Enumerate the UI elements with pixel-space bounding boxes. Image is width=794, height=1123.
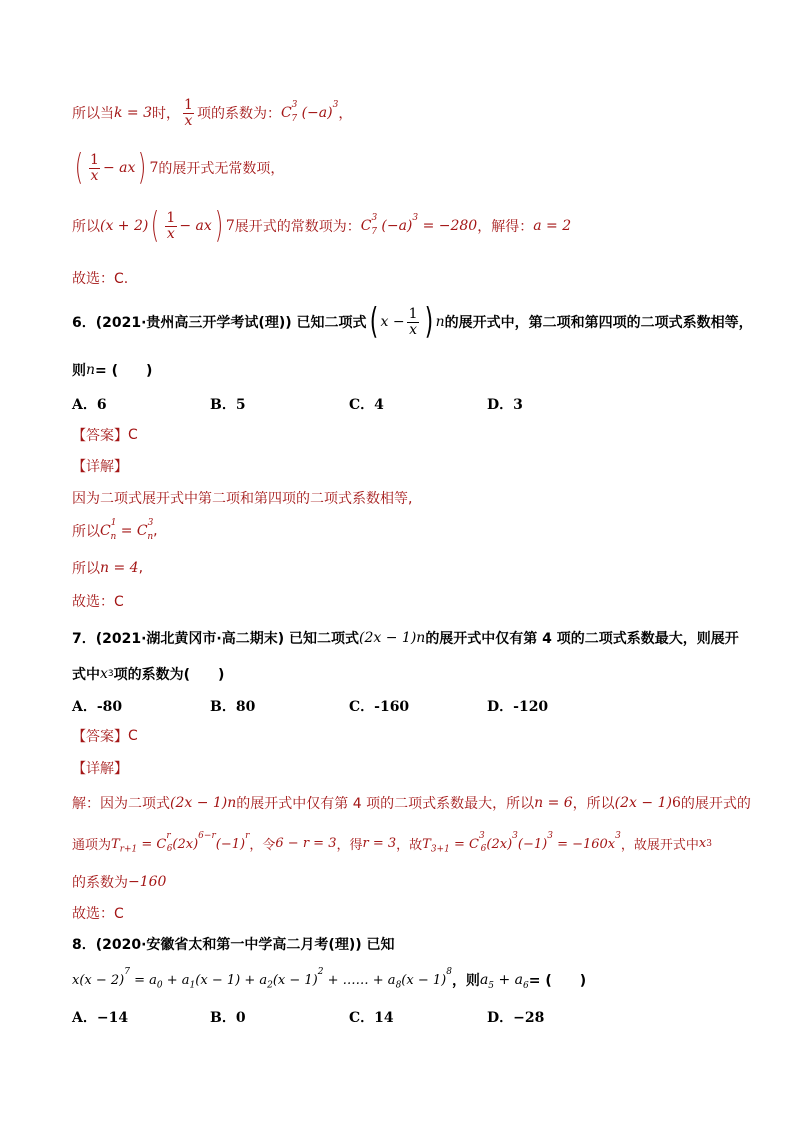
q7-answer (72, 726, 138, 746)
text: 故选：C (72, 594, 124, 610)
text: , (138, 560, 144, 576)
e: + a (162, 973, 190, 988)
text: 的展开式中仅有第 4 项的二项式系数最大，则展开 (425, 631, 739, 647)
sup: 1 (110, 518, 117, 528)
sup: r (245, 830, 250, 841)
text: 的展开式无常数项， (158, 161, 285, 177)
text: ，则 (451, 973, 480, 989)
text: 故选：C. (72, 271, 129, 287)
fraction (164, 211, 177, 241)
sub: 6 (166, 844, 173, 855)
q7-solution-3 (72, 872, 166, 892)
q6-option-d: D．3 (487, 397, 523, 413)
sup: 2 (317, 967, 324, 977)
sup: 6−r (198, 830, 216, 841)
right-paren: ) (424, 301, 433, 342)
question-7-line-1: 7．(2021·湖北黄冈市·高二期末) 已知二项式 (2x − 1) n 的展开式中仅有第 4 项的二项式系数最大，则展开 (72, 630, 739, 647)
text: 展开式的常数项为： (234, 219, 361, 235)
math: −160 (128, 874, 167, 890)
math-combination (280, 100, 339, 124)
text: 的展开式的 (680, 796, 751, 812)
q8-option-a: A．−14 (72, 1010, 129, 1026)
e: a (479, 972, 489, 988)
eq: = (116, 523, 137, 539)
eq: = C (137, 836, 167, 852)
text: 项的系数为： (196, 106, 281, 123)
sup: 3 (512, 830, 518, 841)
answer-tag: 【答案】 (72, 428, 128, 444)
l: = −160x (552, 836, 616, 852)
math: (2x − 1) (359, 630, 417, 646)
c: C (280, 105, 292, 122)
c: C (136, 523, 148, 539)
fraction-1-over-x (182, 98, 195, 128)
text: 的系数为 (72, 875, 128, 891)
sup: 7 (124, 967, 130, 977)
sup: 3 (147, 518, 154, 528)
numerator: 1 (408, 305, 418, 322)
solution-line-1 (72, 98, 352, 128)
text: 所以 (72, 219, 100, 235)
numerator: 1 (90, 151, 99, 168)
math: n = 6 (534, 795, 573, 811)
right-paren: ) (214, 205, 224, 246)
math-k: k = 3 (114, 105, 153, 122)
solution-line-3: 所以 (x + 2) ( $\frac{1}{x}$ − ax ) 7 展开式的常数项为： $C^3_7$ $(-a)^3 = -280$ ，解得： a = 2 (72, 205, 572, 246)
text: 7．(2021·湖北黄冈市·高二期末) 已知二项式 (72, 631, 360, 647)
e: = a (129, 973, 157, 988)
fraction (407, 307, 420, 337)
numerator: 1 (184, 97, 193, 113)
math: (x + 2) (100, 218, 149, 234)
sup: 3 (332, 100, 339, 111)
sup: r (166, 830, 171, 841)
q7-solution-4 (72, 903, 124, 923)
sup: 3 (371, 213, 378, 223)
left-paren: ( (369, 301, 378, 342)
t: T (422, 836, 431, 852)
j: (2x) (486, 836, 513, 852)
math: a = 2 (533, 218, 572, 234)
question-6-line-2 (72, 360, 152, 380)
denominator: x (184, 112, 193, 129)
sub: 7 (291, 113, 298, 124)
eq: (−a) (381, 218, 413, 234)
eq-rest: = −280 (418, 218, 478, 234)
text: 所以当 (72, 106, 114, 123)
sup: 3 (615, 830, 621, 841)
sub: n (110, 531, 117, 542)
math: n = 4 (100, 560, 139, 576)
text: 6．(2021·贵州高三开学考试(理)) 已知二项式 (72, 315, 367, 331)
q8-option-b: B．0 (210, 1010, 246, 1026)
math: n (86, 362, 96, 378)
answer-value: C (128, 427, 138, 443)
sub: n (147, 531, 154, 542)
text: 解：因为二项式 (72, 796, 170, 812)
text: 故选：C (72, 906, 124, 922)
text: 所以 (72, 524, 100, 540)
text: ，所以 (572, 796, 615, 812)
denominator: x (409, 321, 418, 338)
math: x (100, 666, 108, 682)
sub: 5 (488, 980, 495, 991)
text: 则 (72, 363, 86, 379)
q7-solution-2: 通项为 $T_{r+1} = C^r_6(2x)^{6-r}(-1)^r$ ，令 6 − r = 3 ，得 r = 3 ，故 $T_{3+1} = C^3_6(2x)^3(-1)^3 = -160x^3$ ，故展开式中 x 3 (72, 830, 712, 855)
math-combination (360, 213, 478, 237)
text: 项的系数为( ) (113, 667, 225, 683)
sub: 7 (371, 226, 377, 237)
e: (x − 1) (401, 973, 447, 988)
e: + …… + a (323, 973, 396, 988)
solution-line-2: ( $\frac{1}{x}$ − ax ) 7 的展开式无常数项， (74, 147, 285, 188)
text: = ( ) (95, 363, 153, 379)
text: 通项为 (72, 838, 112, 853)
e: (x − 1) + a (195, 973, 268, 988)
math: x − (380, 314, 405, 330)
text: ，故展开式中 (620, 838, 699, 853)
text: 【详解】 (72, 761, 128, 777)
sup: 3 (547, 830, 553, 841)
math (72, 967, 452, 991)
text: = ( ) (528, 973, 587, 989)
text: 因为二项式展开式中第二项和第四项的二项式系数相等, (72, 491, 413, 507)
fraction (88, 153, 101, 183)
text: 的展开式中，第二项和第四项的二项式系数相等， (444, 315, 753, 331)
q6-option-a: A．6 (72, 397, 107, 413)
math: r = 3 (362, 836, 397, 851)
left-paren: ( (151, 205, 160, 246)
text: ，解得： (477, 219, 534, 235)
q8-option-d: D．−28 (487, 1010, 545, 1026)
math (422, 830, 621, 855)
q7-option-c: C．-160 (349, 699, 410, 715)
answer-tag: 【答案】 (72, 729, 128, 745)
q8-option-c: C．14 (349, 1010, 394, 1026)
q6-answer (72, 425, 138, 445)
text: ，故 (396, 838, 423, 853)
sub: 6 (480, 844, 487, 855)
sup: 3 (478, 830, 485, 841)
q7-detail-tag (72, 758, 128, 778)
right-paren: ) (138, 147, 147, 188)
q6-option-c: C．4 (349, 397, 384, 413)
sup: 8 (446, 967, 452, 977)
question-7-line-2: 式中 x 3 项的系数为( ) (72, 666, 225, 683)
math (111, 830, 250, 855)
text: ， (338, 106, 353, 123)
text: 8．(2020·安徽省太和第一中学高二月考(理)) 已知 (72, 937, 395, 953)
eq: = C (449, 836, 479, 852)
text: ，得 (336, 838, 363, 853)
sub: 0 (156, 980, 163, 991)
q7-option-d: D．-120 (487, 699, 549, 715)
text: 的展开式中仅有第 4 项的二项式系数最大，所以 (236, 796, 535, 812)
e: x(x − 2) (72, 973, 125, 988)
math: 6 − r = 3 (275, 836, 337, 851)
c: C (360, 218, 372, 234)
sup: 3 (291, 100, 298, 111)
q6-detail-tag (72, 456, 128, 476)
text: , (153, 523, 158, 539)
solution-line-4 (72, 268, 128, 288)
q6-solution-3 (72, 558, 143, 578)
denominator: x (166, 225, 175, 242)
math: x (698, 836, 707, 851)
t: T (111, 836, 120, 852)
math: − ax (179, 218, 212, 234)
math (479, 972, 529, 991)
e: (x − 1) (272, 973, 318, 988)
sub: r+1 (119, 844, 138, 855)
sub: 8 (395, 980, 402, 991)
denominator: x (90, 167, 99, 184)
math (100, 518, 154, 542)
q6-option-b: B．5 (210, 397, 246, 413)
sub: 6 (523, 980, 529, 991)
math: − ax (102, 160, 136, 176)
left-paren: ( (74, 147, 84, 188)
q7-option-b: B．80 (210, 699, 256, 715)
math: (2x − 1) (170, 795, 228, 811)
sup: 3 (412, 213, 419, 223)
e: + a (494, 972, 524, 988)
answer-value: C (128, 728, 138, 744)
q6-solution-1 (72, 488, 412, 508)
question-8-line-1 (72, 934, 395, 954)
sub: 3+1 (430, 844, 450, 855)
b: (2x) (172, 836, 199, 852)
c: (−1) (215, 836, 246, 852)
c: C (100, 523, 111, 539)
numerator: 1 (166, 209, 176, 226)
k: (−1) (517, 836, 548, 852)
question-6-line-1: 6．(2021·贵州高三开学考试(理)) 已知二项式 ( x − $\frac{1}{x}$ ) n 的展开式中，第二项和第四项的二项式系数相等， (72, 301, 753, 342)
math: (2x − 1) (614, 795, 672, 811)
q7-option-a: A．-80 (72, 699, 123, 715)
text: 时， (152, 106, 181, 123)
text: 所以 (72, 561, 100, 577)
text: ，令 (249, 838, 276, 853)
question-8-line-2 (72, 967, 587, 991)
q7-solution-1: 解：因为二项式 (2x − 1) n 的展开式中仅有第 4 项的二项式系数最大，所以 n = 6 ，所以 (2x − 1) 6 的展开式的 (72, 795, 751, 812)
q6-solution-2 (72, 518, 158, 542)
sub: 1 (189, 980, 196, 991)
q6-solution-4 (72, 591, 124, 611)
text: 【详解】 (72, 459, 128, 475)
tail: (−a) (301, 105, 333, 122)
sub: 2 (267, 980, 273, 991)
text: 式中 (72, 667, 100, 683)
